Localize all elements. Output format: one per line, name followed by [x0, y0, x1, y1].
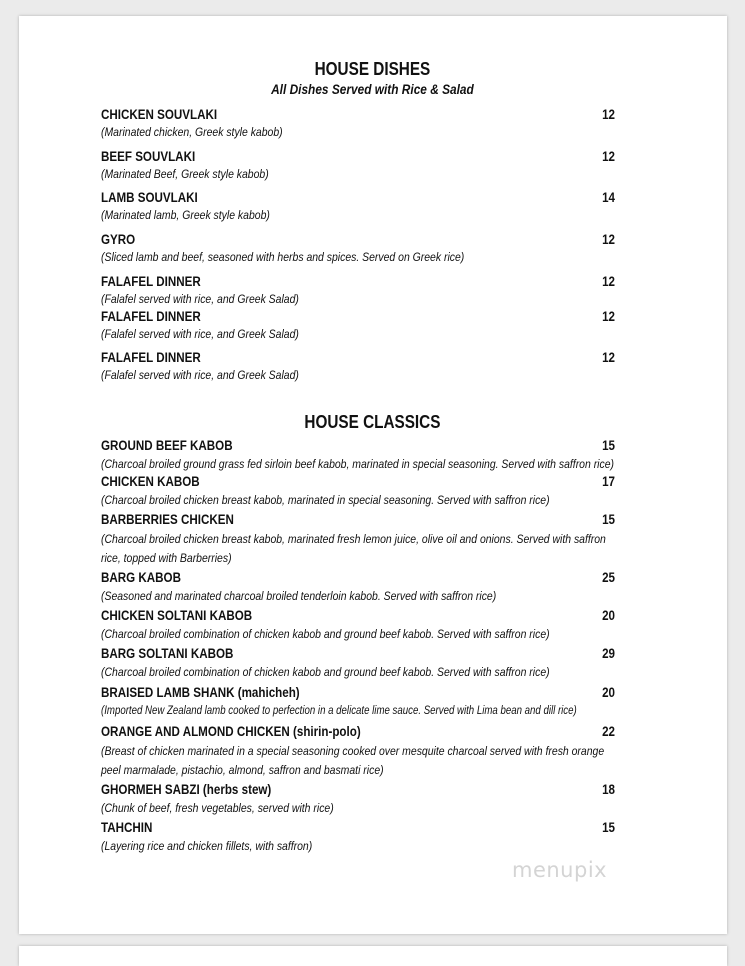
item-price: 12 — [602, 309, 615, 324]
item-description: (Seasoned and marinated charcoal broiled tenderloin kabob. Served with saffron rice) — [101, 589, 497, 603]
item-description: (Breast of chicken marinated in a special seasoning cooked over mesquite charcoal served with fresh orange peel marmalade, pistachio, almond, saffron and basmati rice) — [101, 744, 605, 777]
house-dishes-title: HOUSE DISHES — [314, 59, 431, 79]
item-price: 15 — [602, 820, 615, 835]
item-name: BEEF SOUVLAKI — [101, 149, 196, 164]
item-description: (Chunk of beef, fresh vegetables, served with rice) — [101, 801, 334, 815]
item-description: (Imported New Zealand lamb cooked to perfection in a delicate lime sauce. Served with Lima bean and dill rice) — [101, 705, 577, 717]
item-name: CHICKEN SOLTANI KABOB — [101, 608, 253, 623]
item-description: (Marinated chicken, Greek style kabob) — [101, 125, 283, 139]
item-price: 15 — [602, 512, 615, 527]
item-description: (Falafel served with rice, and Greek Salad) — [101, 368, 299, 382]
item-name: LAMB SOUVLAKI — [101, 190, 198, 205]
item-name: FALAFEL DINNER — [101, 274, 201, 289]
item-price: 17 — [602, 474, 615, 489]
item-price: 12 — [602, 350, 615, 365]
house-classics-title: HOUSE CLASSICS — [304, 412, 441, 432]
item-name: BRAISED LAMB SHANK (mahicheh) — [101, 685, 300, 700]
item-name: BARBERRIES CHICKEN — [101, 512, 234, 527]
item-price: 12 — [602, 107, 615, 122]
item-description: (Charcoal broiled ground grass fed sirloin beef kabob, marinated in special seasoning. Served with saffron rice) — [101, 457, 615, 471]
item-price: 18 — [602, 782, 615, 797]
item-description: (Marinated Beef, Greek style kabob) — [101, 167, 269, 181]
item-description: (Charcoal broiled chicken breast kabob, marinated fresh lemon juice, olive oil and onions. Served with saffron rice, topped with Barberries) — [101, 532, 606, 565]
item-name: GYRO — [101, 232, 136, 247]
item-price: 20 — [602, 608, 615, 623]
item-description: (Falafel served with rice, and Greek Salad) — [101, 292, 299, 306]
item-price: 12 — [602, 274, 615, 289]
item-price: 14 — [602, 190, 615, 205]
item-price: 20 — [602, 685, 615, 700]
item-name: CHICKEN KABOB — [101, 474, 200, 489]
item-name: BARG KABOB — [101, 570, 181, 585]
item-price: 15 — [602, 438, 615, 453]
item-price: 29 — [602, 646, 615, 661]
item-price: 22 — [602, 724, 615, 739]
item-name: FALAFEL DINNER — [101, 309, 201, 324]
next-menu-page — [19, 946, 727, 966]
item-name: GROUND BEEF KABOB — [101, 438, 233, 453]
item-name: BARG SOLTANI KABOB — [101, 646, 234, 661]
item-description: (Charcoal broiled combination of chicken kabob and ground beef kabob. Served with saffron rice) — [101, 665, 550, 679]
item-price: 12 — [602, 232, 615, 247]
menupix-watermark: menupix — [512, 858, 608, 882]
item-description: (Layering rice and chicken fillets, with saffron) — [101, 839, 313, 853]
item-name: TAHCHIN — [101, 820, 153, 835]
item-name: CHICKEN SOUVLAKI — [101, 107, 218, 122]
item-description: (Falafel served with rice, and Greek Salad) — [101, 327, 299, 341]
item-description: (Charcoal broiled combination of chicken kabob and ground beef kabob. Served with saffron rice) — [101, 627, 550, 641]
item-price: 25 — [602, 570, 615, 585]
item-name: ORANGE AND ALMOND CHICKEN (shirin-polo) — [101, 724, 361, 739]
item-price: 12 — [602, 149, 615, 164]
item-name: FALAFEL DINNER — [101, 350, 201, 365]
item-description: (Sliced lamb and beef, seasoned with herbs and spices. Served on Greek rice) — [101, 250, 465, 264]
item-description: (Marinated lamb, Greek style kabob) — [101, 208, 270, 222]
house-dishes-subtitle: All Dishes Served with Rice & Salad — [271, 82, 474, 97]
item-description: (Charcoal broiled chicken breast kabob, marinated in special seasoning. Served with saffron rice) — [101, 493, 550, 507]
item-name: GHORMEH SABZI (herbs stew) — [101, 782, 272, 797]
